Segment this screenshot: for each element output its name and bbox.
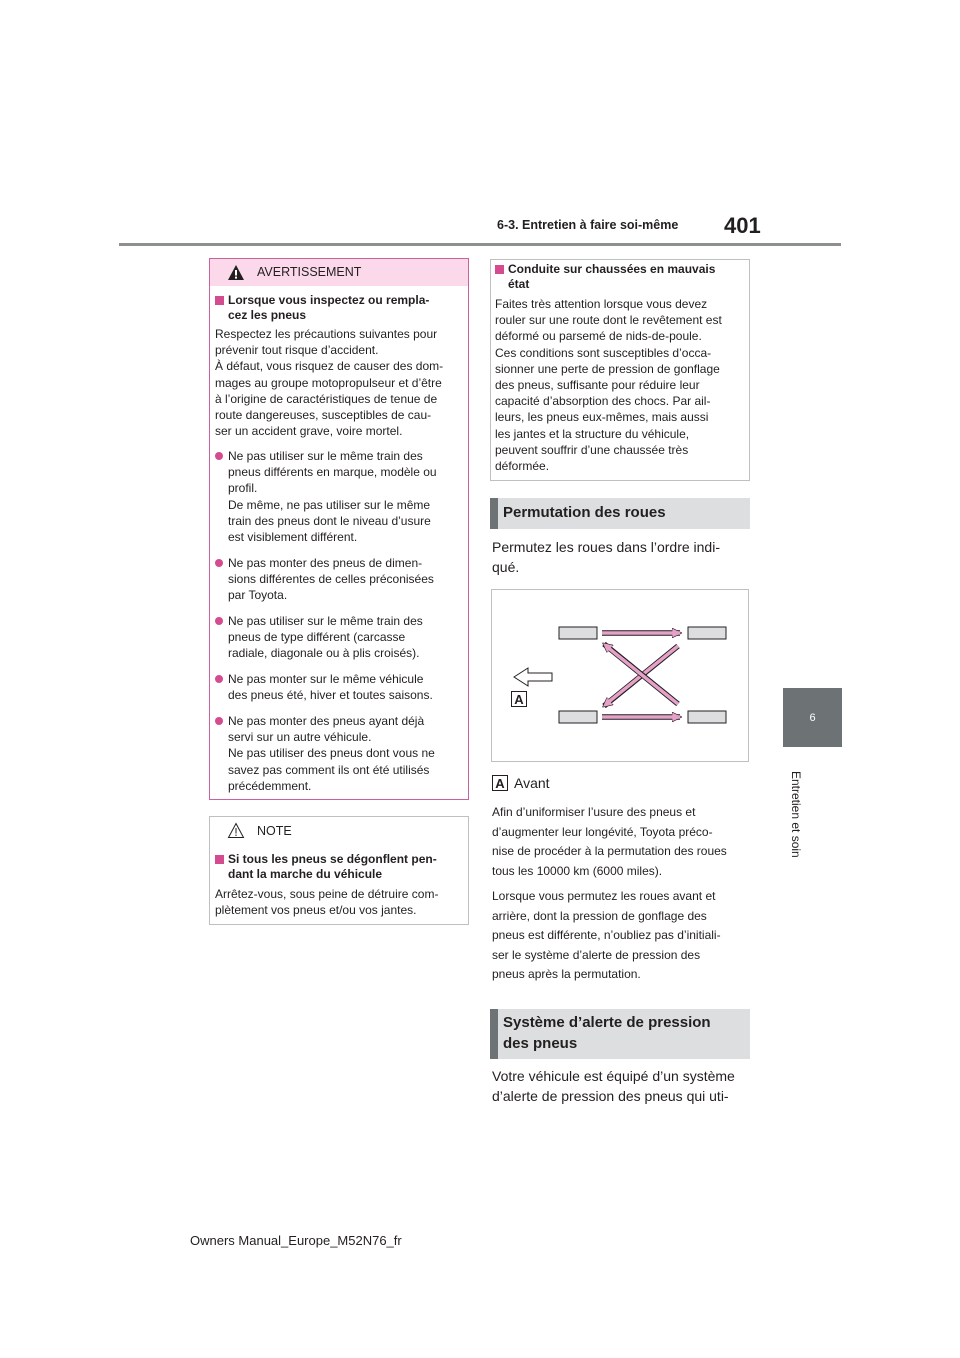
text-line: À défaut, vous risquez de causer des dom- [215, 359, 444, 374]
tpws-heading [490, 1009, 750, 1059]
text-line: Ne pas monter des pneus ayant déjà [228, 714, 425, 728]
bullet-dot-icon [215, 452, 223, 460]
text-line: déformée. [495, 459, 550, 474]
warning-subtitle-line2: cez les pneus [228, 308, 307, 322]
text-line: Ne pas monter des pneus de dimen- [228, 556, 423, 570]
bullet-dot-icon [215, 617, 223, 625]
note-heading: NOTE [257, 824, 292, 838]
front-left-tire [559, 627, 597, 639]
text-line: qué. [492, 559, 520, 575]
text-line: radiale, diagonale ou à plis croisés). [228, 646, 420, 661]
rotation-diagram [491, 589, 749, 762]
text-line: Ces conditions sont susceptibles d’occa- [495, 345, 712, 360]
text-line: capacité d’absorption des chocs. Par ail- [495, 394, 711, 409]
square-bullet-icon [215, 855, 224, 864]
square-bullet-icon [495, 265, 504, 274]
section-title: 6-3. Entretien à faire soi-même [497, 218, 679, 232]
text-line: Afin d’uniformiser l’usure des pneus et [492, 805, 696, 819]
warning-intro [215, 326, 465, 439]
note-subtitle-line1: Si tous les pneus se dégonflent pen- [228, 852, 437, 866]
text-line: pneus différents en marque, modèle ou [228, 465, 437, 480]
chapter-number: 6 [809, 711, 816, 724]
note-subtitle [215, 852, 465, 882]
chapter-tab[interactable] [783, 688, 842, 747]
text-line: Faites très attention lorsque vous devez [495, 297, 708, 311]
text-line: pneus de type différent (carcasse [228, 630, 406, 645]
text-line: nise de procéder à la permutation des roues [492, 844, 727, 858]
warning-triangle-icon [227, 264, 245, 281]
rough-road-title-line2: état [508, 277, 530, 291]
text-line: Permutez les roues dans l’ordre indi- [492, 539, 720, 555]
rear-right-tire [688, 711, 726, 723]
tpws-heading-line2: des pneus [503, 1035, 578, 1052]
text-line: les jantes et la structure du véhicule, [495, 426, 690, 441]
text-line: mages au groupe motopropulseur et d’être [215, 375, 442, 390]
rotation-para-1 [492, 803, 754, 881]
text-line: Respectez les précautions suivantes pour [215, 327, 438, 341]
text-line: des pneus, suffisante pour réduire leur [495, 378, 700, 393]
text-line: Arrêtez-vous, sous peine de détruire com- [215, 887, 439, 901]
text-line: des pneus été, hiver et toutes saisons. [228, 688, 433, 703]
text-line: plètement vos pneus et/ou vos jantes. [215, 903, 417, 918]
text-line: sions différentes de celles préconisées [228, 572, 434, 587]
warning-header [210, 259, 468, 286]
text-line: à l’origine de caractéristiques de tenue de [215, 391, 438, 406]
text-line: profil. [228, 481, 258, 496]
header-rule [119, 243, 841, 246]
footer-text: Owners Manual_Europe_M52N76_fr [190, 1233, 402, 1248]
caution-triangle-icon [227, 822, 245, 839]
text-line: rouler sur une route dont le revêtement est [495, 313, 722, 328]
note-text [215, 886, 465, 918]
chapter-title [789, 771, 805, 871]
rotation-intro [492, 537, 752, 577]
legend-text: Avant [514, 775, 550, 791]
warning-bullet-5 [215, 713, 465, 794]
tpws-text [492, 1066, 754, 1106]
text-line: ser un accident grave, voire mortel. [215, 424, 403, 439]
text-line: leurs, les pneus eux-mêmes, mais aussi [495, 410, 709, 425]
note-header [210, 817, 468, 844]
rotation-para-2 [492, 887, 754, 985]
note-subtitle-line2: dant la marche du véhicule [228, 867, 383, 881]
bullet-dot-icon [215, 559, 223, 567]
text-line: est visiblement différent. [228, 530, 358, 545]
text-line: précédemment. [228, 778, 312, 793]
text-line: Ne pas utiliser des pneus dont vous ne [228, 746, 435, 761]
warning-subtitle-line1: Lorsque vous inspectez ou rempla- [228, 293, 430, 307]
bullet-dot-icon [215, 675, 223, 683]
tpws-heading-line1: Système d’alerte de pression [503, 1014, 711, 1031]
rough-road-title [495, 262, 745, 292]
text-line: sionner une perte de pression de gonflage [495, 361, 720, 376]
text-line: servi sur un autre véhicule. [228, 730, 372, 745]
warning-bullet-4 [215, 671, 465, 703]
text-line: tous les 10000 km (6000 miles). [492, 863, 663, 878]
front-direction-arrow-icon [514, 668, 552, 686]
rotation-diagram-graphic [492, 590, 748, 761]
warning-bullet-3 [215, 613, 465, 662]
square-bullet-icon [215, 296, 224, 305]
rear-left-tire [559, 711, 597, 723]
text-line: par Toyota. [228, 588, 288, 603]
text-line: Ne pas utiliser sur le même train des [228, 449, 423, 463]
text-line: train des pneus dont le niveau d’usure [228, 513, 431, 528]
text-line: savez pas comment ils ont été utilisés [228, 762, 430, 777]
text-line: prévenir tout risque d’accident. [215, 343, 379, 358]
text-line: ser le système d’alerte de pression des [492, 947, 701, 962]
warning-heading: AVERTISSEMENT [257, 265, 362, 279]
bullet-dot-icon [215, 717, 223, 725]
text-line: De même, ne pas utiliser sur le même [228, 497, 431, 512]
text-line: d’augmenter leur longévité, Toyota préco- [492, 824, 713, 839]
page-number: 401 [724, 213, 761, 238]
text-line: pneus est différente, n’oubliez pas d’initiali- [492, 928, 721, 942]
text-line: pneus après la permutation. [492, 967, 641, 981]
text-line: Ne pas utiliser sur le même train des [228, 614, 423, 628]
text-line: Lorsque vous permutez les roues avant et [492, 889, 716, 903]
text-line: arrière, dont la pression de gonflage des [492, 908, 707, 923]
text-line: route dangereuses, susceptibles de cau- [215, 408, 432, 423]
label-a-legend: A [492, 775, 508, 791]
text-line: Ne pas monter sur le même véhicule [228, 672, 424, 686]
text-line: déformé ou parsemé de nids-de-poule. [495, 329, 702, 344]
warning-bullet-1 [215, 448, 465, 545]
text-line: peuvent souffrir d’une chaussée très [495, 442, 689, 457]
rough-road-text [495, 296, 747, 474]
label-a-diagram: A [511, 691, 527, 707]
warning-subtitle [215, 293, 465, 323]
rough-road-title-line1: Conduite sur chaussées en mauvais [508, 262, 716, 276]
rotation-heading: Permutation des roues [490, 498, 750, 529]
warning-bullet-2 [215, 555, 465, 604]
text-line: d’alerte de pression des pneus qui uti- [492, 1088, 729, 1104]
text-line: Votre véhicule est équipé d’un système [492, 1068, 735, 1084]
front-right-tire [688, 627, 726, 639]
chapter-title-text: Entretien et soin [789, 771, 803, 858]
